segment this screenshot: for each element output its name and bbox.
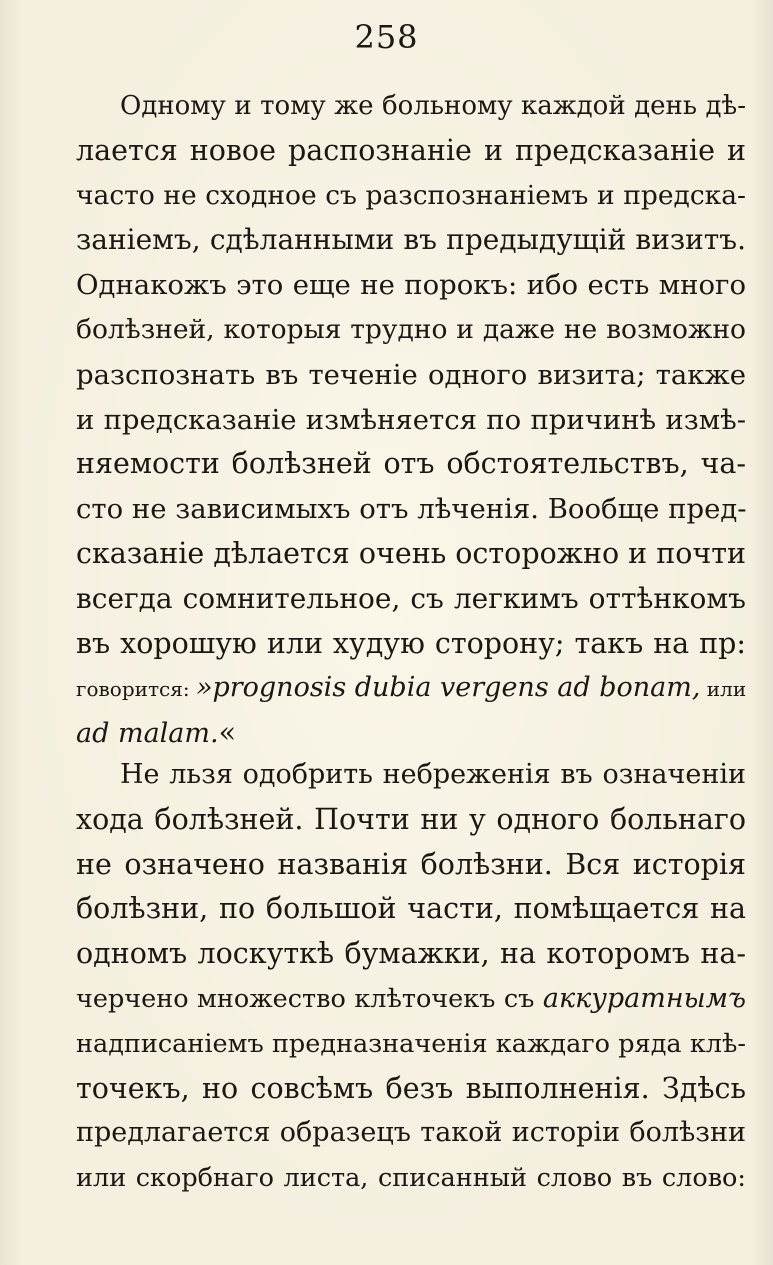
text-line: сто не зависимыхъ отъ лѣченія. Вообще пред- <box>76 493 747 526</box>
text-line: часто не сходное съ разспознаніемъ и предска- <box>76 179 746 211</box>
text-line: надписаніемъ предназначенія каждаго ряда клѣ- <box>76 1028 746 1059</box>
text-line: няемости болѣзней отъ обстоятельствъ, ча- <box>76 447 746 481</box>
text-segment: черчено множество клѣточекъ съ <box>76 983 543 1014</box>
text-line: сказаніе дѣлается очень осторожно и почти <box>76 536 746 570</box>
text-line-latin-quote-end <box>76 711 746 756</box>
text-segment: или <box>700 677 747 702</box>
text-line: разспознать въ теченіе одного визита; также <box>76 358 746 391</box>
text-line: болѣзни, по большой части, помѣщается на <box>76 892 746 926</box>
text-segment: « <box>218 716 237 750</box>
latin-quote: »prognosis dubia vergens ad bonam, <box>195 672 701 704</box>
paragraph-2 <box>76 753 746 1201</box>
text-line: Не льзя одобрить небреженія въ означеніи <box>120 759 746 790</box>
text-line: болѣзней, которыя трудно и даже не возможно <box>76 313 746 345</box>
latin-quote: ad malam. <box>76 718 219 750</box>
text-line: лается новое распознаніе и предсказаніе и <box>76 133 746 167</box>
text-line: всегда сомнительное, съ легкимъ оттѣнкомъ <box>76 581 746 615</box>
text-segment: говорится: <box>76 677 196 702</box>
text-line: предлагается образецъ такой исторіи болѣзни <box>76 1117 746 1149</box>
text-line: или скорбнаго листа, списанный слово въ слово: <box>76 1163 746 1194</box>
text-line: хода болѣзней. Почти ни у одного больнаго <box>76 802 746 836</box>
text-line: не означено названія болѣзни. Вся исторія <box>76 847 746 881</box>
text-line-latin-quote <box>76 666 746 711</box>
emphasized-word: аккуратнымъ <box>542 982 746 1014</box>
text-line: Однакожъ это еще не порокъ: ибо есть много <box>76 269 746 302</box>
page-number: 258 <box>354 18 419 56</box>
text-line: заніемъ, сдѣланными въ предыдущій визитъ. <box>76 223 746 257</box>
text-line-emphasis <box>76 977 746 1022</box>
text-line: въ хорошую или худую сторону; такъ на пр: <box>76 626 746 660</box>
text-line: точекъ, но совсѣмъ безъ выполненія. Здѣсь <box>76 1071 746 1105</box>
paragraph-1 <box>76 84 746 756</box>
text-line: и предсказаніе измѣняется по причинѣ измѣ- <box>76 403 746 436</box>
text-line: одномъ лоскуткѣ бумажки, на которомъ на- <box>76 937 746 971</box>
text-line: Одному и тому же больному каждой день дѣ- <box>120 91 746 121</box>
